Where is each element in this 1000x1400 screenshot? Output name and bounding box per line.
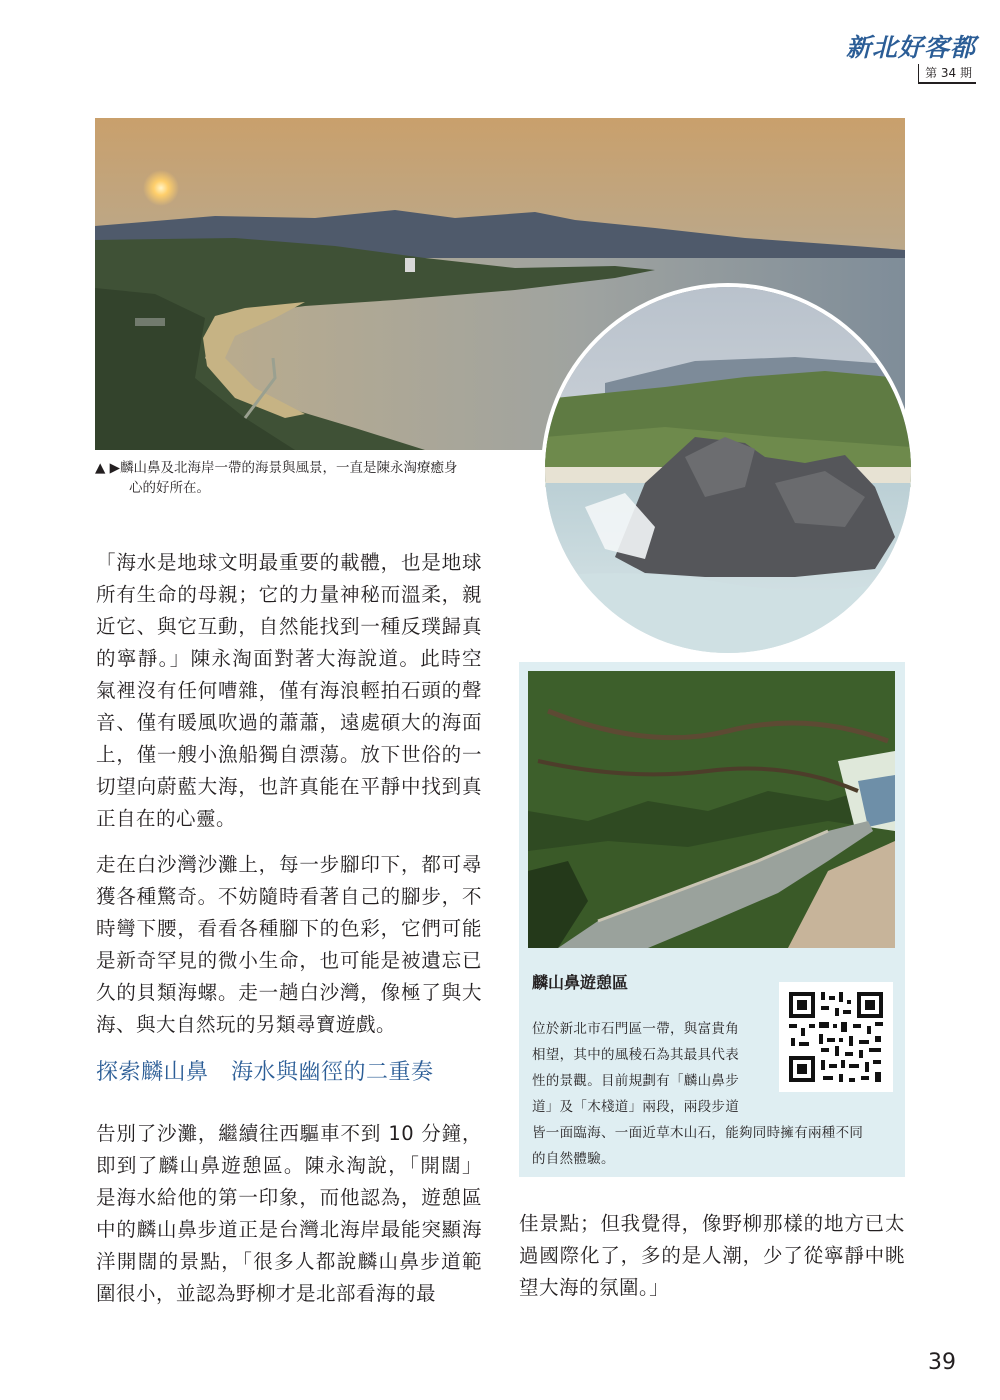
info-box-line: 性的景觀。目前規劃有「麟山鼻步 [532, 1073, 739, 1089]
info-box-line: 道」及「木棧道」兩段，兩段步道 [532, 1099, 739, 1115]
magazine-logo: 新北好客都 [845, 33, 976, 62]
caption-marker: ▲ ▶ [95, 460, 121, 476]
inset-photo-rocks [545, 287, 911, 653]
info-box-line: 的自然體驗。 [532, 1151, 615, 1167]
article-paragraph-3: 告別了沙灘，繼續往西驅車不到 10 分鐘，即到了麟山鼻遊憩區。陳永淘說，「開闊」是海水給他的第一印象，而他認為，遊憩區中的麟山鼻步道正是台灣北海岸最能突顯海洋開闊的景點，「很多人都說麟山鼻步道範圍很小，並認為野柳才是北部看海的最 [96, 1122, 482, 1305]
info-box-title: 麟山鼻遊憩區 [532, 973, 629, 992]
inset-photo-illustration [545, 287, 911, 653]
section-heading: 探索麟山鼻 海水與幽徑的二重奏 [96, 1060, 434, 1085]
trail-photo-illustration [528, 671, 895, 948]
caption-line-1: 麟山鼻及北海岸一帶的海景與風景，一直是陳永淘療癒身 [120, 460, 458, 476]
article-paragraph-4: 佳景點；但我覺得，像野柳那樣的地方已太過國際化了，多的是人潮，少了從寧靜中眺望大海的氛圍。」 [519, 1212, 905, 1299]
info-box-line: 位於新北市石門區一帶，與富貴角 [532, 1021, 739, 1037]
article-paragraph-2: 走在白沙灣沙灘上，每一步腳印下，都可尋獲各種驚奇。不妨隨時看著自己的腳步，不時彎下腰，看看各種腳下的色彩，它們可能是新奇罕見的微小生命，也可能是被遺忘已久的貝類海螺。走一趟白沙灣，像極了與大海、與大自然玩的另類尋寶遊戲。 [96, 853, 482, 1036]
photo-caption [95, 458, 525, 498]
info-box-line: 皆一面臨海、一面近草木山石，能夠同時擁有兩種不同 [532, 1125, 864, 1141]
caption-line-2: 心的好所在。 [129, 480, 210, 496]
masthead [845, 28, 976, 90]
issue-number: 第 34 期 [918, 64, 976, 84]
info-box-line: 相望，其中的風稜石為其最具代表 [532, 1047, 739, 1063]
trail-photo [528, 671, 895, 948]
qr-code-graphic [779, 982, 893, 1092]
qr-code[interactable] [779, 982, 893, 1092]
article-paragraph-1: 「海水是地球文明最重要的載體，也是地球所有生命的母親；它的力量神秘而溫柔，親近它、與它互動，自然能找到一種反璞歸真的寧靜。」陳永淘面對著大海說道。此時空氣裡沒有任何嘈雜，僅有海浪輕拍石頭的聲音、僅有暖風吹過的蕭蕭，遠處碩大的海面上，僅一艘小漁船獨自漂蕩。放下世俗的一切望向蔚藍大海，也許真能在平靜中找到真正自在的心靈。 [96, 551, 482, 830]
page-number: 39 [928, 1350, 956, 1375]
